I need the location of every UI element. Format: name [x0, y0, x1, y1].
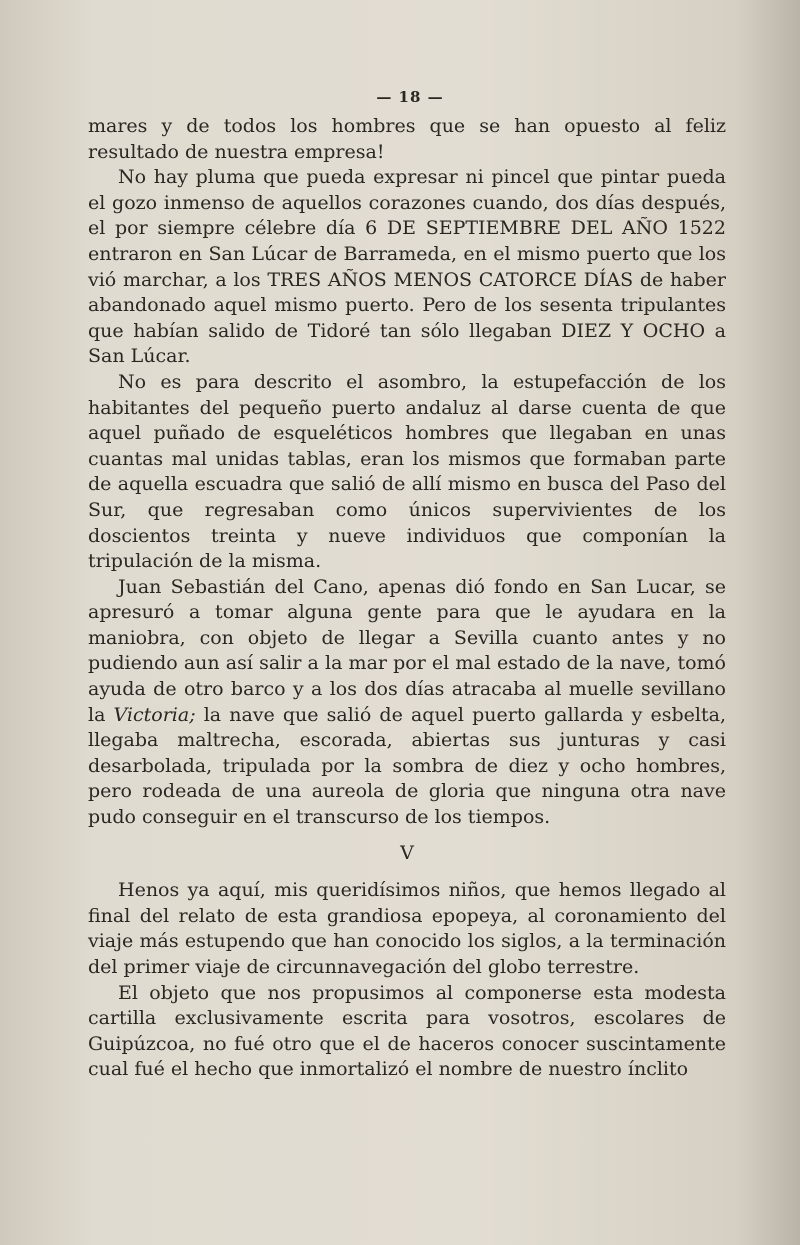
paragraph-text: la nave que salió de aquel puerto gallarda y esbelta, llegaba maltrecha, escorada, abiertas sus junturas y casi desarbolada, tripulada por la sombra de diez y ocho hombres, pero rodeada de una aureola de gloria que ninguna otra nave pudo conseguir en el transcurso de los tiempos. [88, 703, 727, 829]
page-number: — 18 — [376, 88, 444, 106]
ship-name: Victoria; [113, 703, 196, 726]
paragraph: mares y de todos los hombres que se han opuesto al feliz resultado de nuestra empresa! [88, 115, 726, 163]
paragraph: No es para descrito el asombro, la estupefacción de los habitantes del pequeño puerto andaluz al darse cuenta de que aquel puñado de esqueléticos hombres que llegaban en unas cuantas mal unidas tablas, eran los mismos que formaban parte de aquella escuadra que salió de allí mismo en busca del Paso del Sur, que regresaban como únicos supervivientes de los doscientos treinta y nueve individuos que componían la tripulación de la misma. [88, 370, 726, 573]
body-text [88, 114, 726, 1083]
paragraph: Henos ya aquí, mis queridísimos niños, que hemos llegado al final del relato de esta grandiosa epopeya, al coronamiento del viaje más estupendo que han conocido los siglos, a la terminación del primer viaje de circunnavegación del globo terrestre. [88, 879, 726, 978]
paragraph-text: Juan Sebastián del Cano, apenas dió fondo en San Lucar, se apresuró a tomar alguna gente para que le ayudara en la maniobra, con objeto de llegar a Sevilla cuanto antes y no pudiendo aun así salir a la mar por el mal estado de la nave, tomó ayuda de otro barco y a los dos días atracaba al muelle sevillano la [88, 575, 726, 726]
paragraph: El objeto que nos propusimos al componerse esta modesta cartilla exclusivamente escrita para vosotros, escolares de Guipúzcoa, no fué otro que el de haceros conocer suscintamente cual fué el hecho que inmortalizó el nombre de nuestro ínclito [88, 981, 726, 1081]
paragraph-victoria [88, 575, 726, 831]
paragraph: No hay pluma que pueda expresar ni pincel que pintar pueda el gozo inmenso de aquellos corazones cuando, dos días después, el por siempre célebre día 6 DE SEPTIEMBRE DEL AÑO 1522 entraron en San Lúcar de Barrameda, en el mismo puerto que los vió marchar, a los TRES AÑOS MENOS CATORCE DÍAS de haber abandonado aquel mismo puerto. Pero de los sesenta tripulantes que habían salido de Tidoré tan sólo llegaban DIEZ Y OCHO a San Lúcar. [88, 166, 726, 368]
section-heading: V [400, 841, 414, 864]
